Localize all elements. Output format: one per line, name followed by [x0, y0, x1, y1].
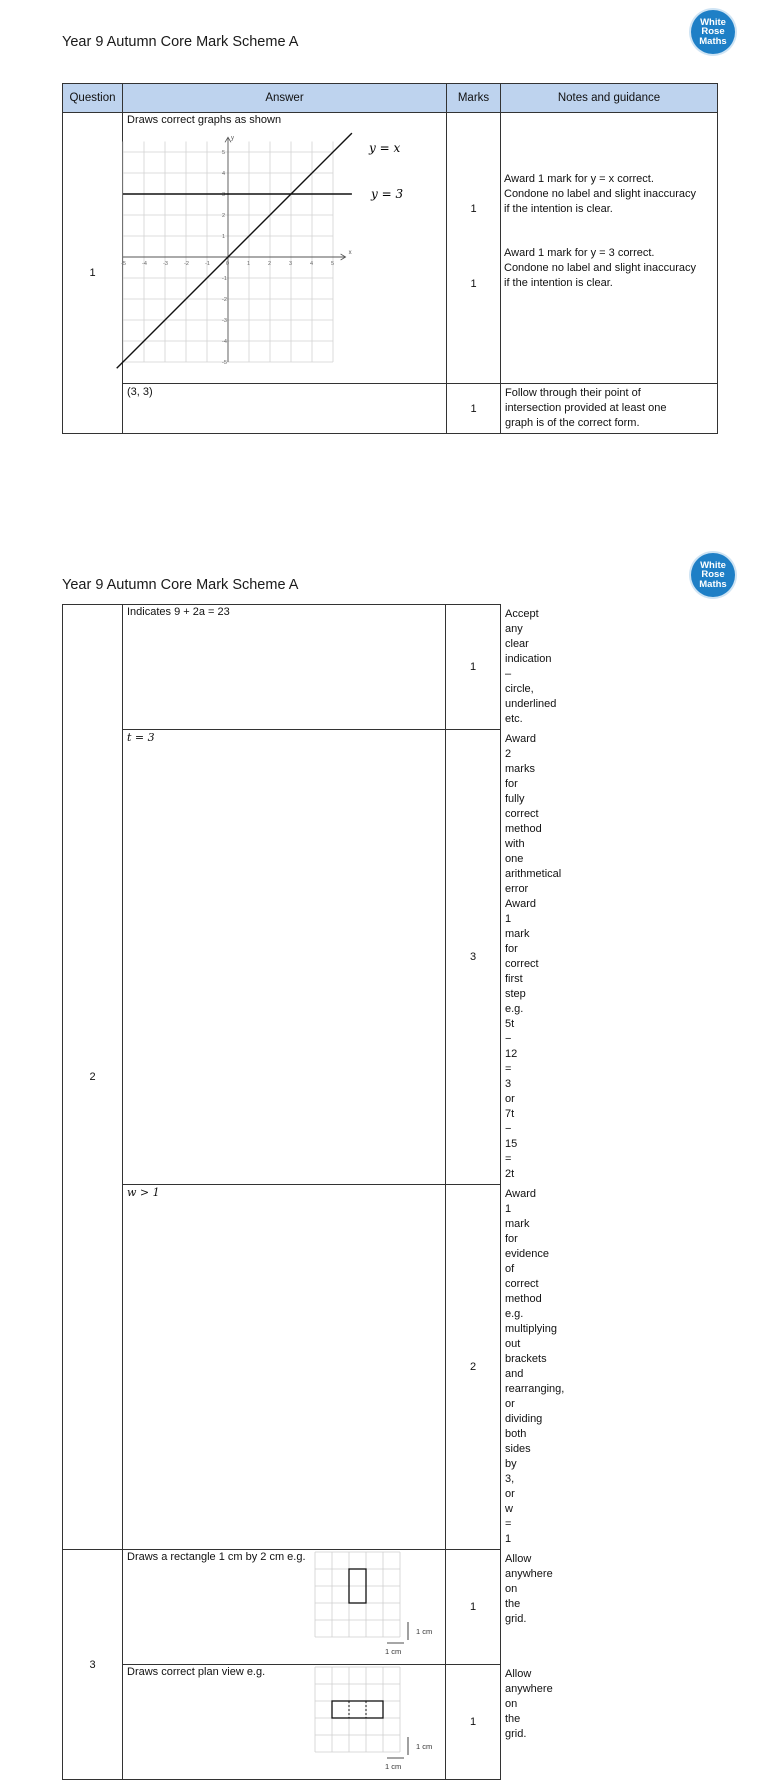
question-number: 1	[63, 113, 123, 434]
coordinate-graph	[123, 126, 445, 382]
mark-value: 1	[445, 1550, 500, 1664]
header-notes: Notes and guidance	[501, 84, 718, 113]
header-marks: Marks	[447, 84, 501, 113]
y-tick-label: -2	[222, 297, 227, 303]
notes-cell-graph	[501, 113, 718, 384]
y-axis-label: y	[231, 135, 234, 142]
answer-text: t = 3	[127, 731, 155, 744]
y-tick-label: 2	[222, 213, 226, 219]
y-tick-label: 1	[222, 234, 226, 240]
x-tick-label: -5	[121, 261, 126, 267]
y-tick-label: -5	[222, 360, 227, 366]
answer-cell-graph	[123, 113, 447, 384]
header-question: Question	[63, 84, 123, 113]
y-tick-label: 4	[222, 171, 226, 177]
question-number: 2	[63, 605, 123, 1550]
y-tick-label: 5	[222, 150, 226, 156]
white-rose-maths-logo: White Rose Maths	[691, 10, 735, 54]
x-tick-label: 5	[331, 261, 335, 267]
mark-value: 2	[445, 1185, 500, 1549]
marks-cell-graph	[447, 113, 501, 384]
mark-scheme-table-2	[62, 604, 718, 1780]
x-tick-label: -1	[205, 261, 210, 267]
x-tick-label: 2	[268, 261, 272, 267]
mark-value: 1	[445, 1665, 500, 1779]
answer-cell	[123, 1665, 501, 1780]
x-tick-label: -3	[163, 261, 168, 267]
note-y-equals-x: Award 1 mark for y = x correct. Condone no label and slight inaccuracy if the intention is clear.	[504, 173, 697, 215]
label-y-equals-3: y = 3	[371, 187, 404, 201]
x-tick-label: 4	[310, 261, 314, 267]
answer-text: Draws correct plan view e.g.	[127, 1666, 266, 1678]
x-axis-label: x	[348, 250, 352, 256]
y-tick-label: 3	[222, 192, 226, 198]
line-y-equals-x	[117, 133, 352, 368]
answer-intersection: (3, 3)	[123, 384, 447, 434]
table-row: 2 Indicates 9 + 2a = 23 1 Accept any clear indication – circle, underlined etc.	[63, 605, 718, 730]
answer-cell	[123, 605, 501, 730]
plan-view-outline	[332, 1701, 383, 1718]
mark-scheme-table-1	[62, 83, 718, 434]
answer-text: Draws correct graphs as shown	[127, 114, 282, 126]
mark-value: 1	[447, 384, 501, 434]
mark-value: 1	[470, 278, 477, 290]
table-row: 3 Draws a rectangle 1 cm by 2 cm e.g. 1 cm 1 cm 1 Allow anywhere on the grid.	[63, 1550, 718, 1665]
square-grid	[315, 1552, 400, 1637]
answer-text: Draws a rectangle 1 cm by 2 cm e.g.	[127, 1551, 306, 1563]
x-tick-label: 3	[289, 261, 293, 267]
scale-label-horizontal: 1 cm	[385, 1647, 402, 1656]
answer-cell	[123, 730, 501, 1185]
y-tick-label: -1	[222, 276, 227, 282]
label-y-equals-x: y = x	[369, 141, 401, 155]
header-answer: Answer	[123, 84, 447, 113]
question-number: 3	[63, 1550, 123, 1780]
grid-plan-view-diagram	[313, 1667, 453, 1779]
table-header-row	[63, 84, 718, 113]
x-tick-label: 0	[226, 261, 230, 267]
answer-text: Indicates 9 + 2a = 23	[127, 606, 230, 618]
mark-value: 1	[445, 605, 500, 729]
white-rose-maths-logo: White Rose Maths	[691, 553, 735, 597]
answer-text: w > 1	[127, 1186, 160, 1199]
x-tick-label: 1	[247, 261, 251, 267]
answer-cell	[123, 1550, 501, 1665]
square-grid	[315, 1667, 400, 1752]
scale-label-vertical: 1 cm	[416, 1627, 433, 1636]
mark-value: 1	[470, 203, 477, 215]
table-row: Draws correct plan view e.g. 1 cm 1 cm 1 Allow anywhere on the grid.	[63, 1665, 718, 1780]
note-y-equals-3: Award 1 mark for y = 3 correct. Condone no label and slight inaccuracy if the intention is clear.	[504, 247, 697, 289]
x-tick-label: -4	[142, 261, 147, 267]
table-row: w > 1 2 Award 1 mark for evidence of correct method e.g. multiplying out brackets and rearranging, or dividing both sides by 3, or w = 1	[63, 1185, 718, 1550]
x-tick-label: -2	[184, 261, 189, 267]
y-tick-label: -4	[222, 339, 227, 345]
y-tick-label: -3	[222, 318, 227, 324]
page-title: Year 9 Autumn Core Mark Scheme A	[62, 34, 299, 50]
note-intersection: Follow through their point of intersection provided at least one graph is of the correct form.	[501, 384, 718, 434]
table-row	[63, 384, 718, 434]
table-row: t = 3 3 Award 2 marks for fully correct method with one arithmetical error Award 1 mark for correct first step e.g. 5t − 12 = 3 or 7t − 15 = 2t	[63, 730, 718, 1185]
scale-label-vertical: 1 cm	[416, 1742, 433, 1751]
scale-label-horizontal: 1 cm	[385, 1762, 402, 1771]
mark-value: 3	[445, 730, 500, 1184]
page-title: Year 9 Autumn Core Mark Scheme A	[62, 577, 299, 593]
table-row	[63, 113, 718, 384]
grid-rectangle-diagram	[313, 1552, 453, 1664]
answer-cell	[123, 1185, 501, 1550]
